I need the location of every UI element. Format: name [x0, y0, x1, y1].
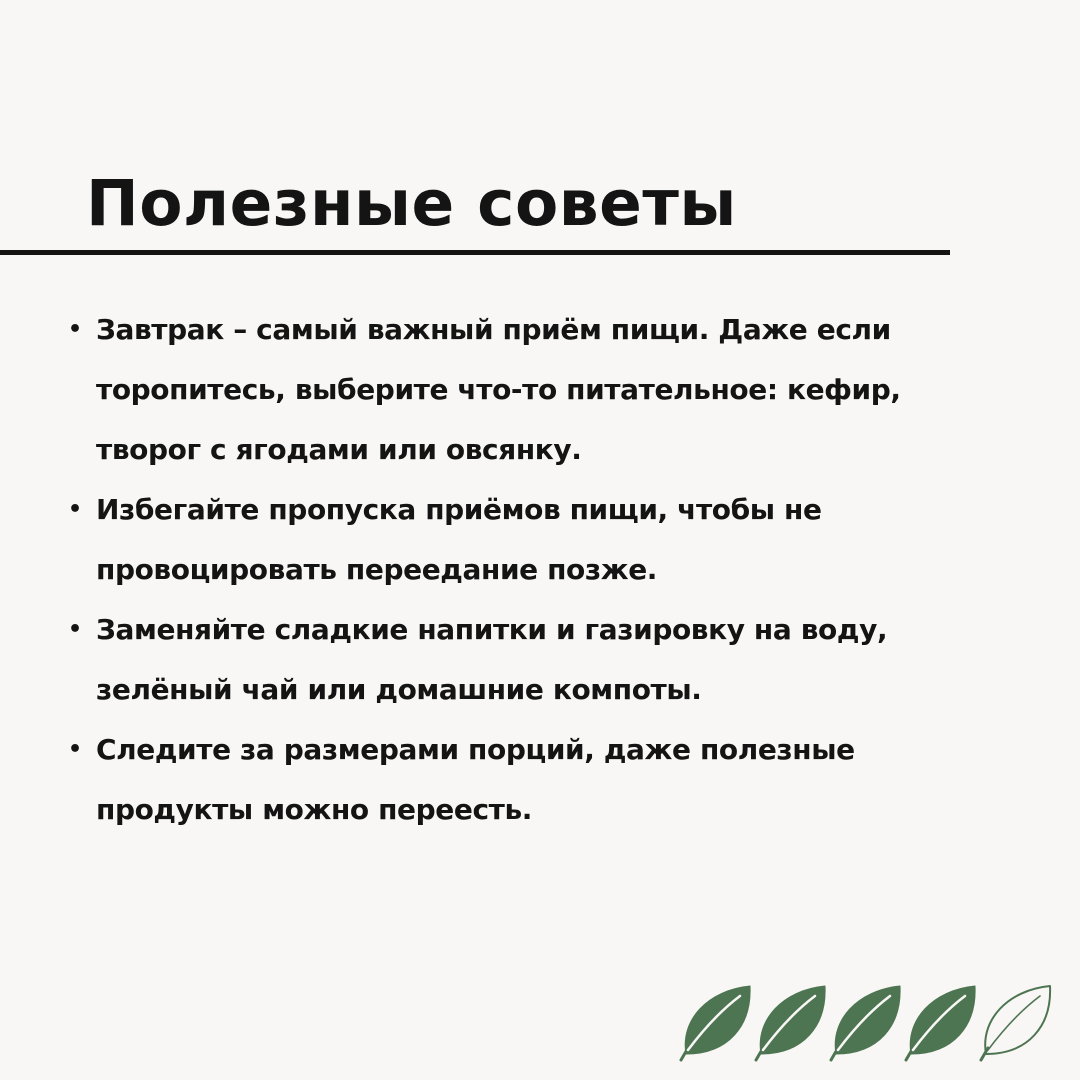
tip-item: [68, 480, 976, 600]
tips-list: [68, 300, 976, 840]
tip-item: [68, 300, 976, 480]
leaf-rating: [678, 980, 1060, 1066]
bullet-icon: •: [68, 317, 82, 342]
leaf-icon: [906, 986, 975, 1060]
page-title: Полезные советы: [86, 167, 737, 240]
tip-line: торопитесь, выберите что-то питательное: кефир,: [96, 373, 901, 406]
tip-line: провоцировать переедание позже.: [96, 553, 658, 586]
tip-item: [68, 600, 976, 720]
tip-line: продукты можно переесть.: [96, 793, 533, 826]
title-underline: [0, 250, 950, 255]
tip-line: зелёный чай или домашние компоты.: [96, 673, 702, 706]
tip-line: Заменяйте сладкие напитки и газировку на воду,: [96, 613, 888, 646]
tip-line: Избегайте пропуска приёмов пищи, чтобы не: [96, 493, 822, 526]
leaf-icon: [981, 986, 1050, 1060]
leaf-icon: [831, 986, 900, 1060]
leaf-icon: [681, 986, 750, 1060]
bullet-icon: •: [68, 497, 82, 522]
tip-line: Следите за размерами порций, даже полезные: [96, 733, 855, 766]
tip-line: Завтрак – самый важный приём пищи. Даже если: [96, 313, 891, 346]
bullet-icon: •: [68, 617, 82, 642]
leaf-icon: [756, 986, 825, 1060]
tip-item: [68, 720, 976, 840]
bullet-icon: •: [68, 737, 82, 762]
tip-line: творог с ягодами или овсянку.: [96, 433, 582, 466]
